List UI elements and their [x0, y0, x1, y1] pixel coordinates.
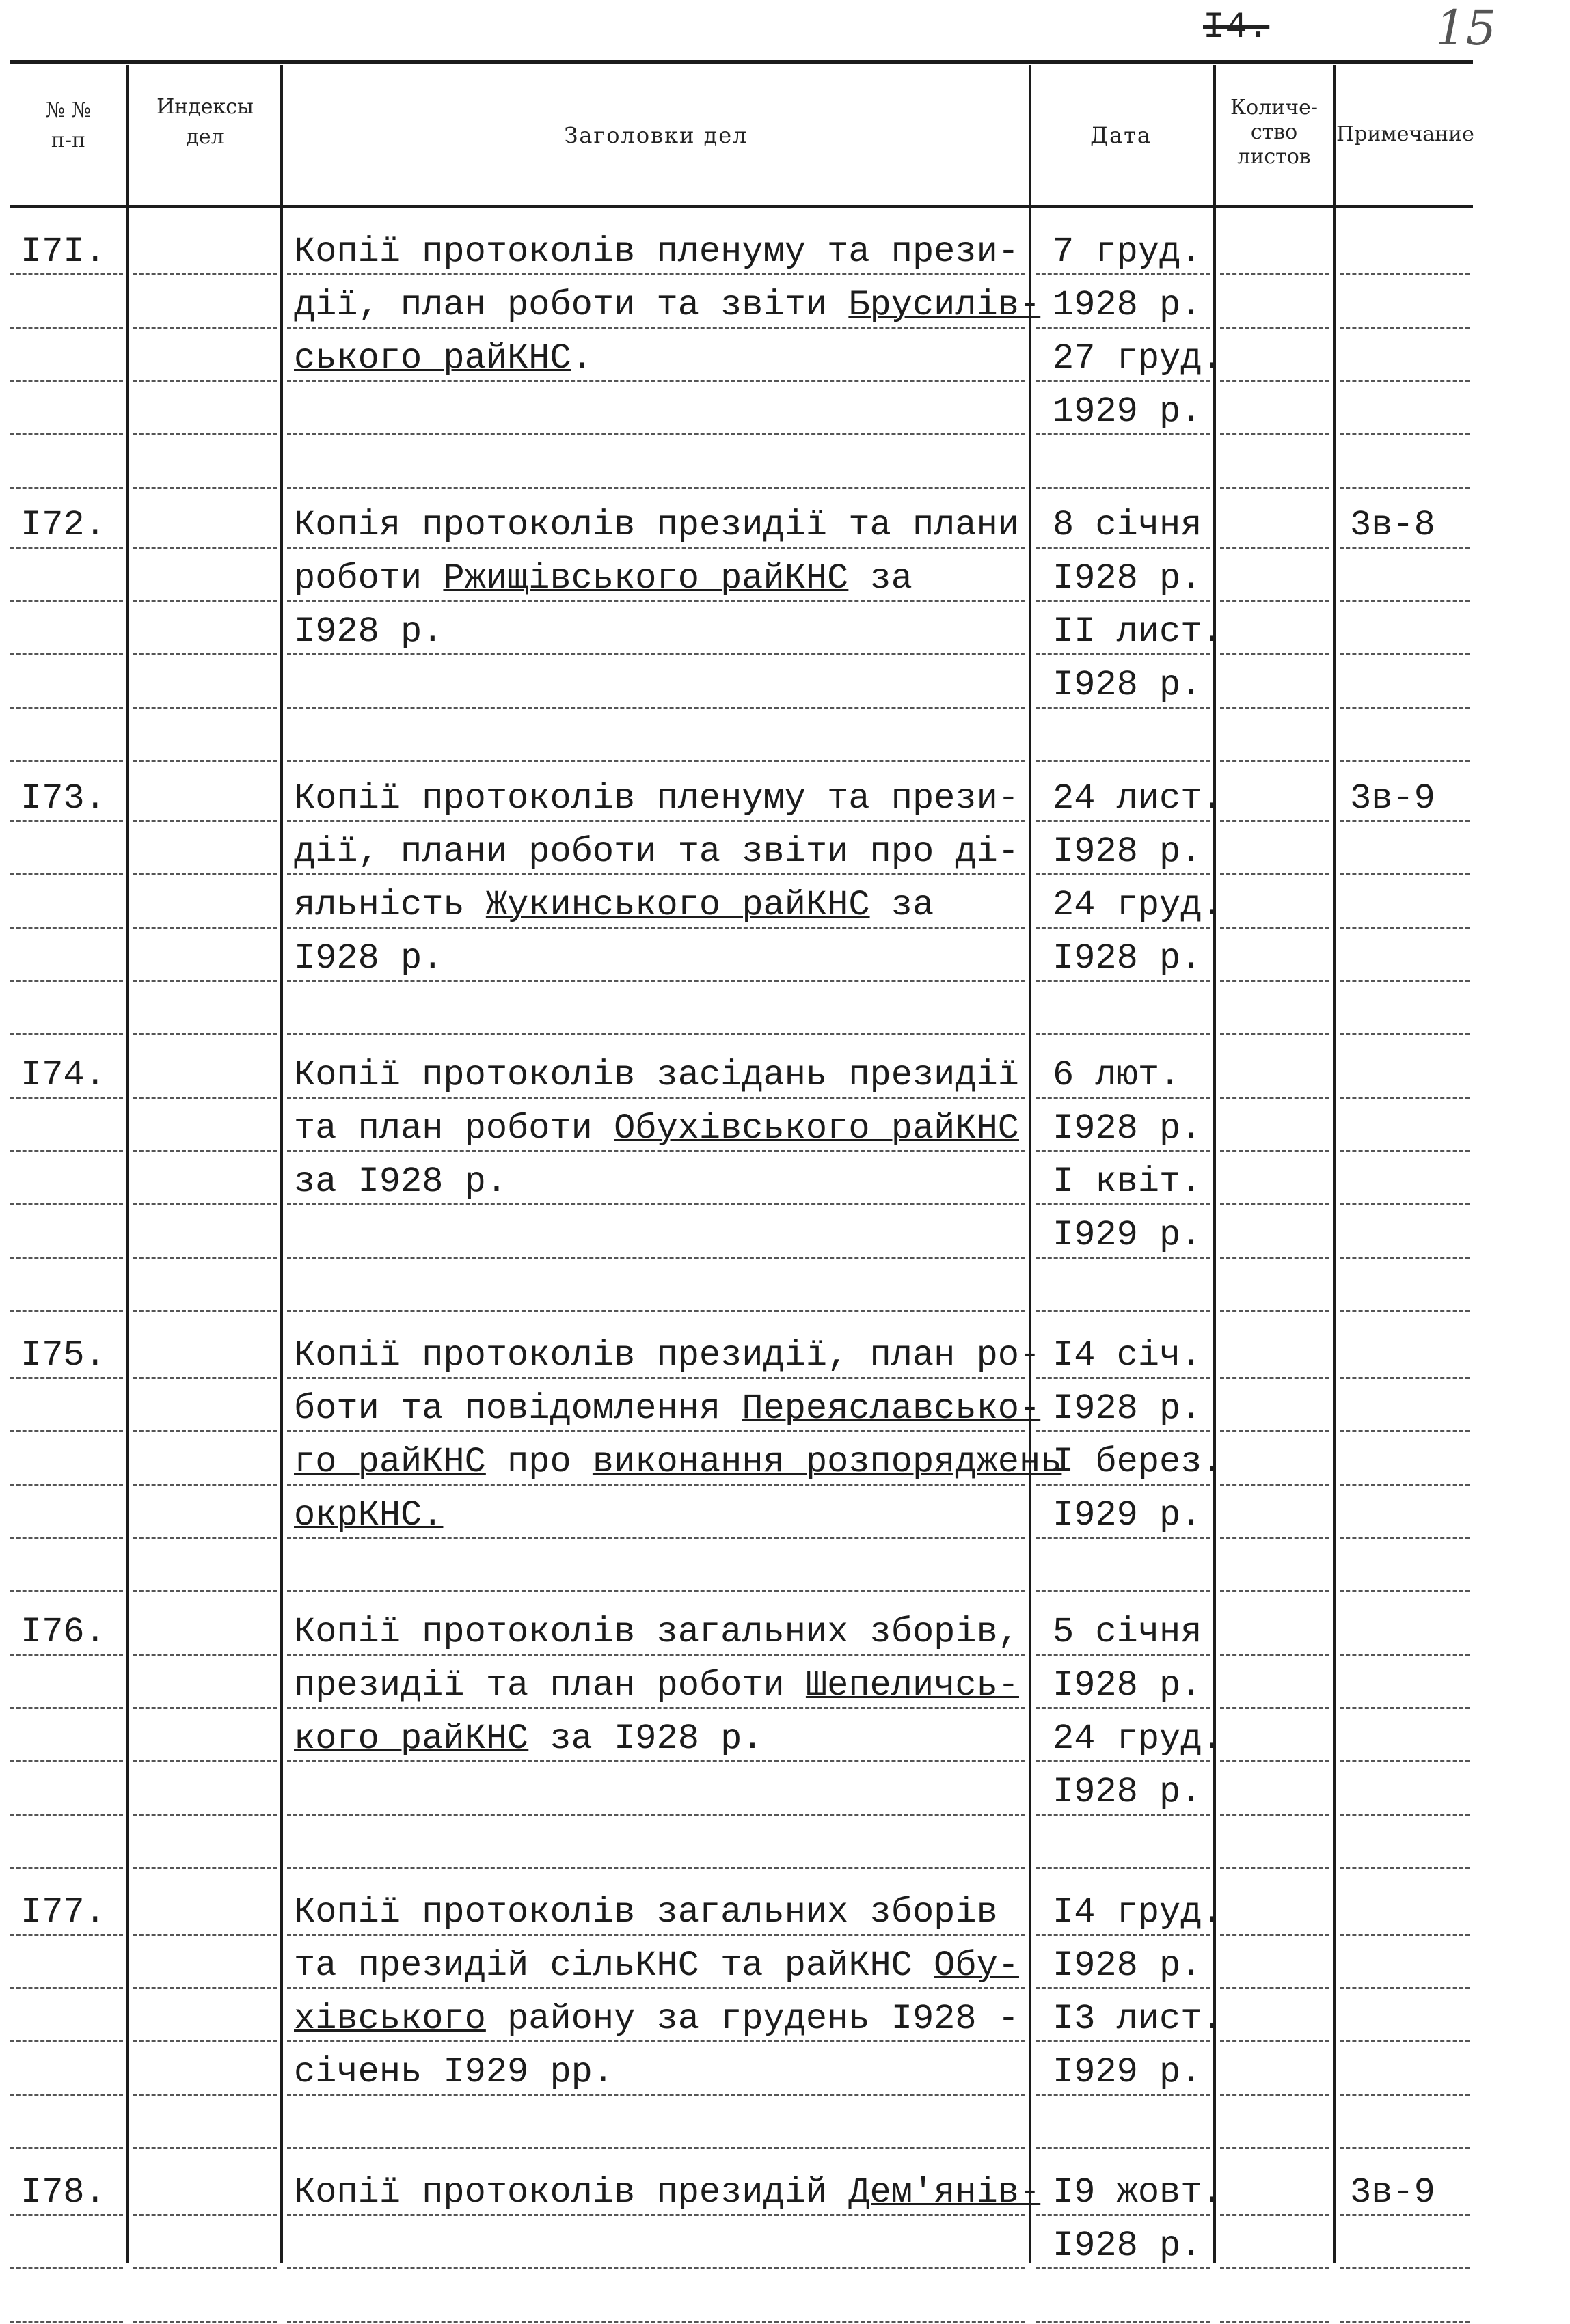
- ruled-line: [287, 1033, 1025, 1035]
- ruled-line: [1340, 1150, 1470, 1152]
- corner-mark: 15: [1435, 0, 1497, 56]
- title-segment: I928 р.: [294, 612, 444, 652]
- title-segment: Копії протоколів президій: [294, 2172, 849, 2213]
- ruled-line: [10, 1707, 123, 1709]
- row-date: 27 груд.: [1053, 338, 1223, 379]
- title-segment: дії, плани роботи та звіти про ді-: [294, 832, 1019, 872]
- ruled-line: [1220, 2214, 1329, 2216]
- row-date: I929 р.: [1053, 2052, 1202, 2092]
- ruled-line: [133, 1377, 277, 1379]
- ruled-line: [133, 760, 277, 762]
- ruled-line: [1220, 1707, 1329, 1709]
- row-date: II лист.: [1053, 612, 1223, 652]
- title-segment: кого райКНС: [294, 1719, 529, 1759]
- title-segment: .: [571, 338, 593, 379]
- ruled-line: [10, 1257, 123, 1259]
- row-date: I928 р.: [1053, 1665, 1202, 1706]
- ruled-line: [287, 2267, 1025, 2269]
- ruled-line: [1340, 1814, 1470, 1816]
- row-number: I74.: [21, 1055, 106, 1095]
- ruled-line: [133, 1537, 277, 1539]
- ruled-line: [1340, 707, 1470, 709]
- ruled-line: [1340, 1654, 1470, 1656]
- row-title-line: [294, 1489, 443, 1542]
- title-segment: Копії протоколів пленуму та прези-: [294, 232, 1019, 272]
- row-date: I4 груд.: [1053, 1892, 1223, 1932]
- ruled-line: [133, 1867, 277, 1869]
- ruled-line: [1340, 980, 1470, 982]
- ruled-line: [133, 1257, 277, 1259]
- ruled-line: [133, 1654, 277, 1656]
- ruled-line: [1340, 2147, 1470, 2149]
- ruled-line: [287, 707, 1025, 709]
- title-segment: хівського: [294, 1999, 486, 2039]
- ruled-line: [1220, 487, 1329, 489]
- ruled-line: [10, 327, 123, 329]
- row-note: 3в-8: [1350, 505, 1435, 545]
- row-note: 3в-9: [1350, 2172, 1435, 2213]
- ruled-line: [1340, 273, 1470, 275]
- ruled-line: [287, 1590, 1025, 1592]
- row-title-line: [294, 605, 443, 659]
- title-segment: про: [485, 1442, 593, 1482]
- row-date: 1928 р.: [1053, 285, 1202, 325]
- ruled-line: [133, 1814, 277, 1816]
- title-segment: роботи: [294, 558, 444, 599]
- ruled-line: [1220, 1257, 1329, 1259]
- ruled-line: [10, 487, 123, 489]
- row-title-line: [294, 1102, 1019, 1156]
- ruled-line: [1340, 1097, 1470, 1099]
- ruled-line: [1220, 1814, 1329, 1816]
- row-date: I928 р.: [1053, 938, 1202, 979]
- ruled-line: [133, 2214, 277, 2216]
- ruled-line: [1340, 2094, 1470, 2096]
- ruled-line: [133, 873, 277, 875]
- title-segment: Копії протоколів засідань президії: [294, 1055, 1019, 1095]
- header-index: Индексы дел: [157, 95, 254, 149]
- title-segment: та план роботи: [294, 1108, 614, 1149]
- ruled-line: [10, 1590, 123, 1592]
- ruled-line: [1220, 1934, 1329, 1936]
- ruled-line: [10, 653, 123, 655]
- title-segment: го райКНС: [294, 1442, 486, 1482]
- row-title-line: [294, 1382, 1040, 1436]
- ruled-line: [1340, 380, 1470, 382]
- ruled-line: [1220, 327, 1329, 329]
- ruled-line: [1340, 1867, 1470, 1869]
- title-segment: Шепеличсь-: [805, 1665, 1019, 1706]
- ruled-line: [1340, 927, 1470, 929]
- ruled-line: [133, 1097, 277, 1099]
- row-number: I72.: [21, 505, 106, 545]
- title-segment: за: [869, 885, 934, 925]
- row-date: 6 лют.: [1053, 1055, 1181, 1095]
- ruled-line: [1220, 1590, 1329, 1592]
- title-segment: виконання розпоряджень: [592, 1442, 1062, 1482]
- col-line-3: [1029, 65, 1031, 2263]
- row-date: 24 груд.: [1053, 885, 1223, 925]
- ruled-line: [1036, 2321, 1210, 2323]
- ruled-line: [1340, 600, 1470, 602]
- ruled-line: [1340, 433, 1470, 435]
- title-segment: Жукинського райКНС: [485, 885, 870, 925]
- ruled-line: [133, 980, 277, 982]
- ruled-line: [10, 1033, 123, 1035]
- title-segment: Дем'янів-: [848, 2172, 1041, 2213]
- ruled-line: [1036, 2147, 1210, 2149]
- title-segment: за I928 р.: [528, 1719, 763, 1759]
- ruled-line: [1220, 820, 1329, 822]
- row-title-line: [294, 879, 934, 932]
- ruled-line: [1340, 1310, 1470, 1312]
- ruled-line: [1340, 760, 1470, 762]
- row-title-line: [294, 225, 1019, 279]
- header-date: Дата: [1090, 122, 1152, 148]
- row-title-line: [294, 1659, 1019, 1712]
- title-segment: січень I929 рр.: [294, 2052, 614, 2092]
- row-note: 3в-9: [1350, 778, 1435, 819]
- row-title-line: [294, 1436, 1061, 1489]
- ruled-line: [1220, 1987, 1329, 1989]
- row-date: I берез.: [1053, 1442, 1223, 1482]
- ruled-line: [10, 760, 123, 762]
- ruled-line: [133, 600, 277, 602]
- row-date: I928 р.: [1053, 1108, 1202, 1149]
- header-title: Заголовки дел: [564, 122, 748, 148]
- ruled-line: [10, 1760, 123, 1762]
- ruled-line: [287, 433, 1025, 435]
- row-date: I928 р.: [1053, 2226, 1202, 2266]
- ruled-line: [287, 2321, 1025, 2323]
- ruled-line: [1220, 1430, 1329, 1432]
- ruled-line: [1340, 1203, 1470, 1205]
- title-segment: дії, план роботи та звіти: [294, 285, 849, 325]
- row-date: I квіт.: [1053, 1162, 1202, 1202]
- ruled-line: [1340, 653, 1470, 655]
- ruled-line: [1036, 1867, 1210, 1869]
- ruled-line: [10, 2267, 123, 2269]
- ruled-line: [10, 2321, 123, 2323]
- title-segment: за: [848, 558, 912, 599]
- title-segment: Копії протоколів пленуму та прези-: [294, 778, 1019, 819]
- ruled-line: [287, 2147, 1025, 2149]
- row-number: I7I.: [21, 232, 106, 272]
- ruled-line: [10, 433, 123, 435]
- ruled-line: [1220, 1150, 1329, 1152]
- ruled-line: [133, 1987, 277, 1989]
- title-segment: Обу-: [934, 1945, 1019, 1986]
- title-segment: Обухівського райКНС: [614, 1108, 1019, 1149]
- row-date: 1929 р.: [1053, 392, 1202, 432]
- ruled-line: [133, 820, 277, 822]
- ruled-line: [10, 2147, 123, 2149]
- title-segment: Копії протоколів загальних зборів,: [294, 1612, 1019, 1652]
- ruled-line: [10, 1537, 123, 1539]
- row-date: 7 груд.: [1053, 232, 1202, 272]
- ruled-line: [1340, 327, 1470, 329]
- title-segment: Брусилів-: [848, 285, 1041, 325]
- title-segment: Ржищівського райКНС: [443, 558, 849, 599]
- title-segment: Копії протоколів загальних зборів: [294, 1892, 998, 1932]
- ruled-line: [10, 1310, 123, 1312]
- title-segment: за I928 р.: [294, 1162, 508, 1202]
- ruled-line: [1220, 547, 1329, 549]
- row-date: I929 р.: [1053, 1215, 1202, 1255]
- ruled-line: [10, 380, 123, 382]
- ruled-line: [1220, 873, 1329, 875]
- row-date: I929 р.: [1053, 1495, 1202, 1535]
- header-count: Количе- ство листов: [1230, 96, 1318, 169]
- ruled-line: [1220, 2147, 1329, 2149]
- row-date: I928 р.: [1053, 558, 1202, 599]
- ruled-line: [10, 600, 123, 602]
- title-segment: Переяславсько-: [742, 1389, 1041, 1429]
- row-number: I75.: [21, 1335, 106, 1376]
- ruled-line: [287, 1310, 1025, 1312]
- ruled-line: [133, 653, 277, 655]
- ruled-line: [133, 273, 277, 275]
- header-number: № № п-п: [45, 98, 92, 152]
- ruled-line: [1220, 1654, 1329, 1656]
- ruled-line: [287, 1867, 1025, 1869]
- ruled-line: [287, 760, 1025, 762]
- ruled-line: [10, 707, 123, 709]
- title-segment: Копії протоколів президії, план ро-: [294, 1335, 1041, 1376]
- ruled-line: [1220, 707, 1329, 709]
- ruled-line: [1340, 1537, 1470, 1539]
- ruled-line: [1340, 1377, 1470, 1379]
- page-number: I4.: [1203, 7, 1270, 49]
- ruled-line: [1340, 2267, 1470, 2269]
- col-line-2: [280, 65, 283, 2263]
- row-title-line: [294, 1993, 1019, 2046]
- row-date: I928 р.: [1053, 665, 1202, 705]
- ruled-line: [1036, 1310, 1210, 1312]
- col-line-5: [1333, 65, 1336, 2263]
- ruled-line: [1220, 2094, 1329, 2096]
- row-title-line: [294, 552, 912, 605]
- ruled-line: [10, 873, 123, 875]
- ruled-line: [1220, 980, 1329, 982]
- row-title-line: [294, 332, 593, 385]
- title-segment: I928 р.: [294, 938, 444, 979]
- title-segment: ського райКНС: [294, 338, 571, 379]
- ruled-line: [1340, 873, 1470, 875]
- row-number: I73.: [21, 778, 106, 819]
- ruled-line: [10, 1430, 123, 1432]
- ruled-line: [1220, 1203, 1329, 1205]
- ruled-line: [133, 1033, 277, 1035]
- ruled-line: [1220, 1760, 1329, 1762]
- ruled-line: [1220, 433, 1329, 435]
- row-date: I4 січ.: [1053, 1335, 1202, 1376]
- row-date: I928 р.: [1053, 1945, 1202, 1986]
- ruled-line: [1220, 2040, 1329, 2042]
- header-top-rule: [10, 60, 1473, 64]
- ruled-line: [1220, 600, 1329, 602]
- ruled-line: [133, 1934, 277, 1936]
- ruled-line: [1220, 653, 1329, 655]
- title-segment: боти та повідомлення: [294, 1389, 742, 1429]
- ruled-line: [133, 1430, 277, 1432]
- ruled-line: [287, 1257, 1025, 1259]
- ruled-line: [1340, 1707, 1470, 1709]
- row-date: 5 січня: [1053, 1612, 1202, 1652]
- ruled-line: [133, 1707, 277, 1709]
- row-number: I78.: [21, 2172, 106, 2213]
- row-number: I77.: [21, 1892, 106, 1932]
- ruled-line: [133, 1590, 277, 1592]
- ruled-line: [1340, 487, 1470, 489]
- ruled-line: [1220, 273, 1329, 275]
- ruled-line: [10, 1987, 123, 1989]
- ruled-line: [133, 2321, 277, 2323]
- ruled-line: [133, 2147, 277, 2149]
- header-bottom-rule: [10, 205, 1473, 208]
- row-date: 24 лист.: [1053, 778, 1223, 819]
- ruled-line: [1220, 1377, 1329, 1379]
- ruled-line: [1340, 1430, 1470, 1432]
- ruled-line: [10, 1867, 123, 1869]
- row-date: 24 груд.: [1053, 1719, 1223, 1759]
- row-title-line: [294, 2166, 1040, 2219]
- ruled-line: [133, 547, 277, 549]
- row-date: I3 лист.: [1053, 1999, 1223, 2039]
- ruled-line: [1036, 1590, 1210, 1592]
- ruled-line: [1220, 1537, 1329, 1539]
- ruled-line: [10, 2094, 123, 2096]
- title-segment: президії та план роботи: [294, 1665, 806, 1706]
- ruled-line: [287, 1814, 1025, 1816]
- ruled-line: [133, 380, 277, 382]
- ruled-line: [133, 327, 277, 329]
- row-title-line: [294, 1886, 998, 1939]
- title-segment: яльність: [294, 885, 486, 925]
- ruled-line: [10, 1484, 123, 1486]
- row-date: I9 жовт.: [1053, 2172, 1223, 2213]
- row-title-line: [294, 825, 1019, 879]
- ruled-line: [133, 433, 277, 435]
- ruled-line: [1220, 1867, 1329, 1869]
- col-line-1: [126, 65, 129, 2263]
- ruled-line: [133, 927, 277, 929]
- row-title-line: [294, 772, 1019, 825]
- row-title-line: [294, 1049, 1019, 1102]
- row-title-line: [294, 1606, 1019, 1659]
- ruled-line: [1340, 2040, 1470, 2042]
- ruled-line: [10, 980, 123, 982]
- row-title-line: [294, 1939, 1019, 1993]
- ruled-line: [1220, 1033, 1329, 1035]
- ruled-line: [10, 2040, 123, 2042]
- ruled-line: [133, 487, 277, 489]
- ruled-line: [1340, 2321, 1470, 2323]
- ruled-line: [10, 1203, 123, 1205]
- ruled-line: [133, 1760, 277, 1762]
- ruled-line: [133, 1203, 277, 1205]
- ruled-line: [1220, 1097, 1329, 1099]
- ruled-line: [1340, 1934, 1470, 1936]
- row-date: I928 р.: [1053, 1389, 1202, 1429]
- row-title-line: [294, 1712, 763, 1766]
- ruled-line: [10, 1814, 123, 1816]
- ruled-line: [1220, 380, 1329, 382]
- ruled-line: [1220, 927, 1329, 929]
- row-title-line: [294, 279, 1040, 332]
- ruled-line: [1340, 1987, 1470, 1989]
- ruled-line: [287, 487, 1025, 489]
- ruled-line: [133, 1150, 277, 1152]
- ruled-line: [1340, 1257, 1470, 1259]
- ruled-line: [133, 2267, 277, 2269]
- row-title-line: [294, 1156, 507, 1209]
- row-date: I928 р.: [1053, 832, 1202, 872]
- ruled-line: [1340, 1760, 1470, 1762]
- ruled-line: [1036, 1033, 1210, 1035]
- ruled-line: [133, 1310, 277, 1312]
- ruled-line: [1340, 1484, 1470, 1486]
- title-segment: Копія протоколів президії та плани: [294, 505, 1019, 545]
- ruled-line: [133, 2040, 277, 2042]
- ruled-line: [1220, 2321, 1329, 2323]
- title-segment: та президій сільКНС та райКНС: [294, 1945, 934, 1986]
- row-title-line: [294, 499, 1019, 552]
- ruled-line: [133, 707, 277, 709]
- header-note: Примечание: [1336, 122, 1474, 146]
- ruled-line: [1220, 1484, 1329, 1486]
- row-date: I928 р.: [1053, 1772, 1202, 1812]
- title-segment: окрКНС.: [294, 1495, 444, 1535]
- row-title-line: [294, 1329, 1040, 1382]
- ruled-line: [1036, 760, 1210, 762]
- ruled-line: [133, 1484, 277, 1486]
- ruled-line: [1220, 1310, 1329, 1312]
- ruled-line: [10, 1150, 123, 1152]
- ruled-line: [1340, 1033, 1470, 1035]
- row-date: 8 січня: [1053, 505, 1202, 545]
- ruled-line: [1220, 2267, 1329, 2269]
- row-number: I76.: [21, 1612, 106, 1652]
- ruled-line: [133, 2094, 277, 2096]
- title-segment: району за грудень I928 -: [485, 1999, 1019, 2039]
- ruled-line: [1220, 760, 1329, 762]
- ruled-line: [1036, 487, 1210, 489]
- ruled-line: [1340, 1590, 1470, 1592]
- row-title-line: [294, 932, 443, 985]
- row-title-line: [294, 2046, 614, 2099]
- ruled-line: [10, 927, 123, 929]
